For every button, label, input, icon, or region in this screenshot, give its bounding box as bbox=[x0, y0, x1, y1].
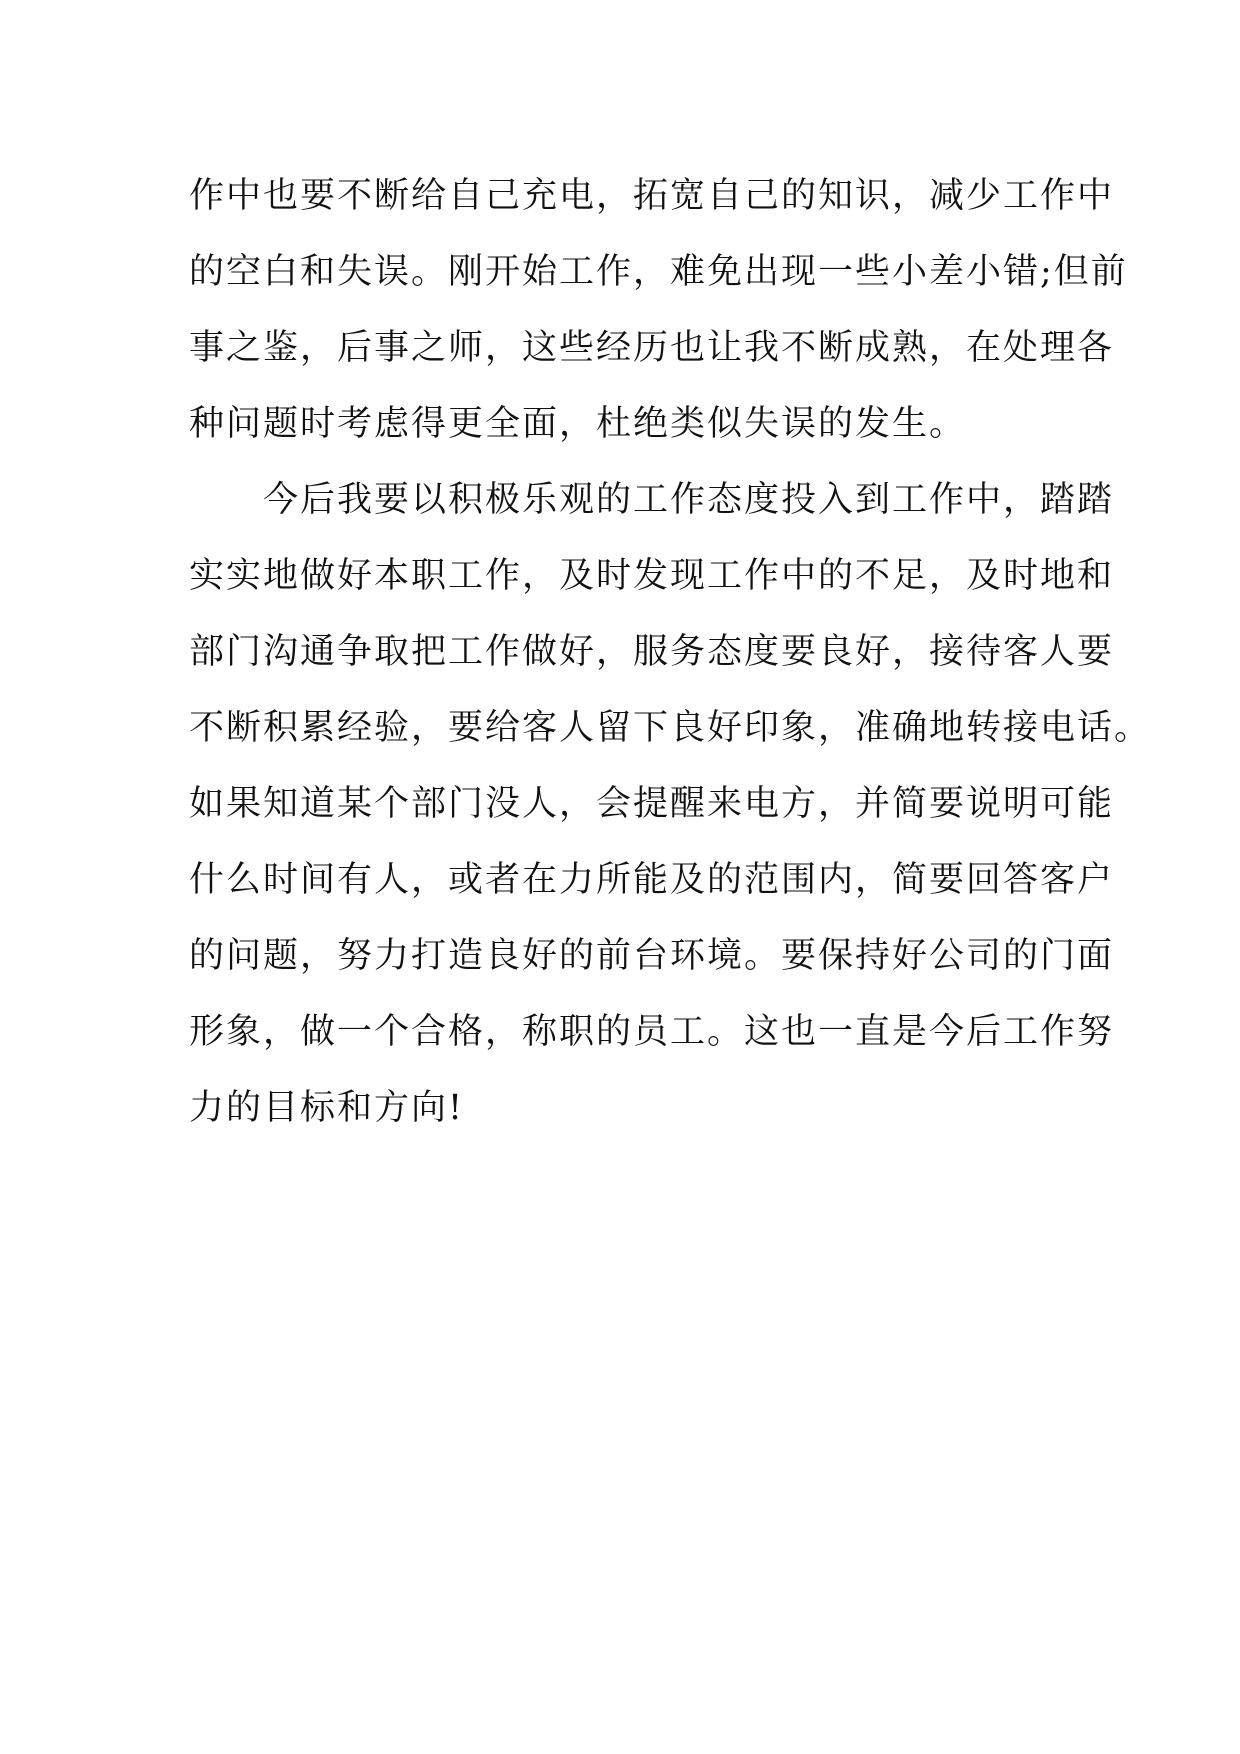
text-line: 如果知道某个部门没人，会提醒来电方，并简要说明可能 bbox=[189, 784, 1115, 824]
text-line: 事之鉴，后事之师，这些经历也让我不断成熟，在处理各 bbox=[189, 328, 1115, 368]
text-line: 形象，做一个合格，称职的员工。这也一直是今后工作努 bbox=[189, 1012, 1115, 1052]
text-line: 的问题，努力打造良好的前台环境。要保持好公司的门面 bbox=[189, 936, 1115, 976]
text-line: 种问题时考虑得更全面，杜绝类似失误的发生。 bbox=[189, 404, 967, 444]
body-text bbox=[189, 168, 1152, 1156]
text-line: 的空白和失误。刚开始工作，难免出现一些小差小错;但前 bbox=[189, 252, 1128, 292]
paragraph bbox=[189, 472, 1152, 1156]
text-line: 力的目标和方向! bbox=[189, 1088, 465, 1128]
text-line: 部门沟通争取把工作做好，服务态度要良好，接待客人要 bbox=[189, 632, 1115, 672]
text-line: 不断积累经验，要给客人留下良好印象，准确地转接电话。 bbox=[189, 708, 1152, 748]
text-line: 什么时间有人，或者在力所能及的范围内，简要回答客户 bbox=[189, 860, 1115, 900]
text-line: 作中也要不断给自己充电，拓宽自己的知识，减少工作中 bbox=[189, 176, 1115, 216]
text-line: 今后我要以积极乐观的工作态度投入到工作中，踏踏 bbox=[189, 480, 1115, 520]
paragraph bbox=[189, 168, 1128, 472]
text-line: 实实地做好本职工作，及时发现工作中的不足，及时地和 bbox=[189, 556, 1115, 596]
